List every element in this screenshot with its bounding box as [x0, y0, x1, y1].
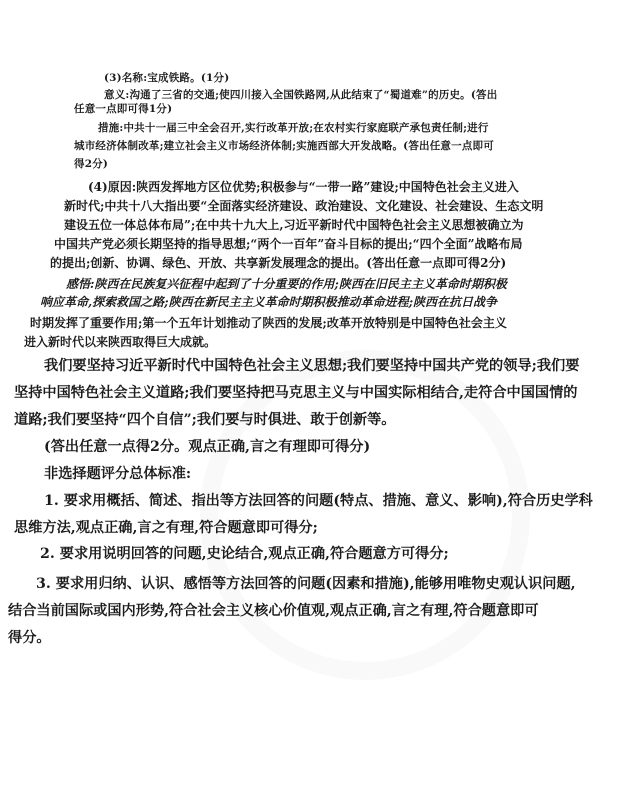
- q3-significance: 意义:沟通了三省的交通;使四川接入全国铁路网,从此结束了“蜀道难”的历史。(答出: [104, 89, 498, 101]
- q4-reason-cont4: 的提出;创新、协调、绿色、开放、共享新发展理念的提出。(答出任意一点即可得2分): [50, 256, 507, 270]
- general-standard-heading: 非选择题评分总体标准:: [44, 466, 192, 482]
- standard-2: 2. 要求用说明回答的问题,史论结合,观点正确,符合题意方可得分;: [40, 546, 449, 562]
- conclusion-para-cont2: 道路;我们要坚持“四个自信”;我们要与时俱进、敢于创新等。: [14, 412, 396, 428]
- standard-3-cont1: 结合当前国际或国内形势,符合社会主义核心价值观,观点正确,言之有理,符合题意即可: [8, 603, 539, 619]
- q3-measures-cont2: 得2分): [74, 158, 109, 170]
- q3-measures-cont1: 城市经济体制改革;建立社会主义市场经济体制;实施西部大开发战略。(答出任意一点即可: [74, 140, 494, 152]
- standard-1: 1. 要求用概括、简述、指出等方法回答的问题(特点、措施、意义、影响),符合历史学科: [44, 493, 593, 509]
- q4-reason-cont1: 新时代;中共十八大指出要“全面落实经济建设、政治建设、文化建设、社会建设、生态文明: [64, 199, 544, 213]
- q4-reason: (4)原因:陕西发挥地方区位优势;积极参与“一带一路”建设;中国特色社会主义进入: [88, 180, 519, 194]
- q4-insight-cont1: 响应革命,探索救国之路;陕西在新民主主义革命时期积极推动革命进程;陕西在抗日战争: [40, 295, 498, 309]
- q4-insight-cont2: 时期发挥了重要作用;第一个五年计划推动了陕西的发展;改革开放特别是中国特色社会主义: [30, 316, 507, 330]
- q4-insight: 感悟:陕西在民族复兴征程中起到了十分重要的作用;陕西在旧民主主义革命时期积极: [66, 277, 507, 291]
- q3-measures: 措施:中共十一届三中全会召开,实行改革开放;在农村实行家庭联产承包责任制;进行: [98, 122, 489, 134]
- conclusion-para-cont1: 坚持中国特色社会主义道路;我们要坚持把马克思主义与中国实际相结合,走符合中国国情的: [14, 385, 578, 401]
- q4-reason-cont2: 建设五位一体总体布局”;在中共十九大上,习近平新时代中国特色社会主义思想被确立为: [64, 218, 524, 232]
- standard-3: 3. 要求用归纳、认识、感悟等方法回答的问题(因素和措施),能够用唯物史观认识问题,: [36, 576, 576, 592]
- q4-insight-cont3: 进入新时代以来陕西取得巨大成就。: [24, 335, 217, 349]
- q3-significance-cont: 任意一点即可得1分): [74, 103, 173, 115]
- conclusion-para: 我们要坚持习近平新时代中国特色社会主义思想;我们要坚持中国共产党的领导;我们要: [44, 358, 580, 374]
- standard-3-cont2: 得分。: [8, 630, 51, 646]
- scoring-note: (答出任意一点得2分。观点正确,言之有理即可得分): [44, 439, 371, 455]
- q4-reason-cont3: 中国共产党必须长期坚持的指导思想;“两个一百年”奋斗目标的提出;“四个全面”战略布局: [54, 237, 523, 251]
- standard-1-cont: 思维方法,观点正确,言之有理,符合题意即可得分;: [14, 520, 318, 536]
- q3-name: (3)名称:宝成铁路。(1分): [104, 72, 230, 84]
